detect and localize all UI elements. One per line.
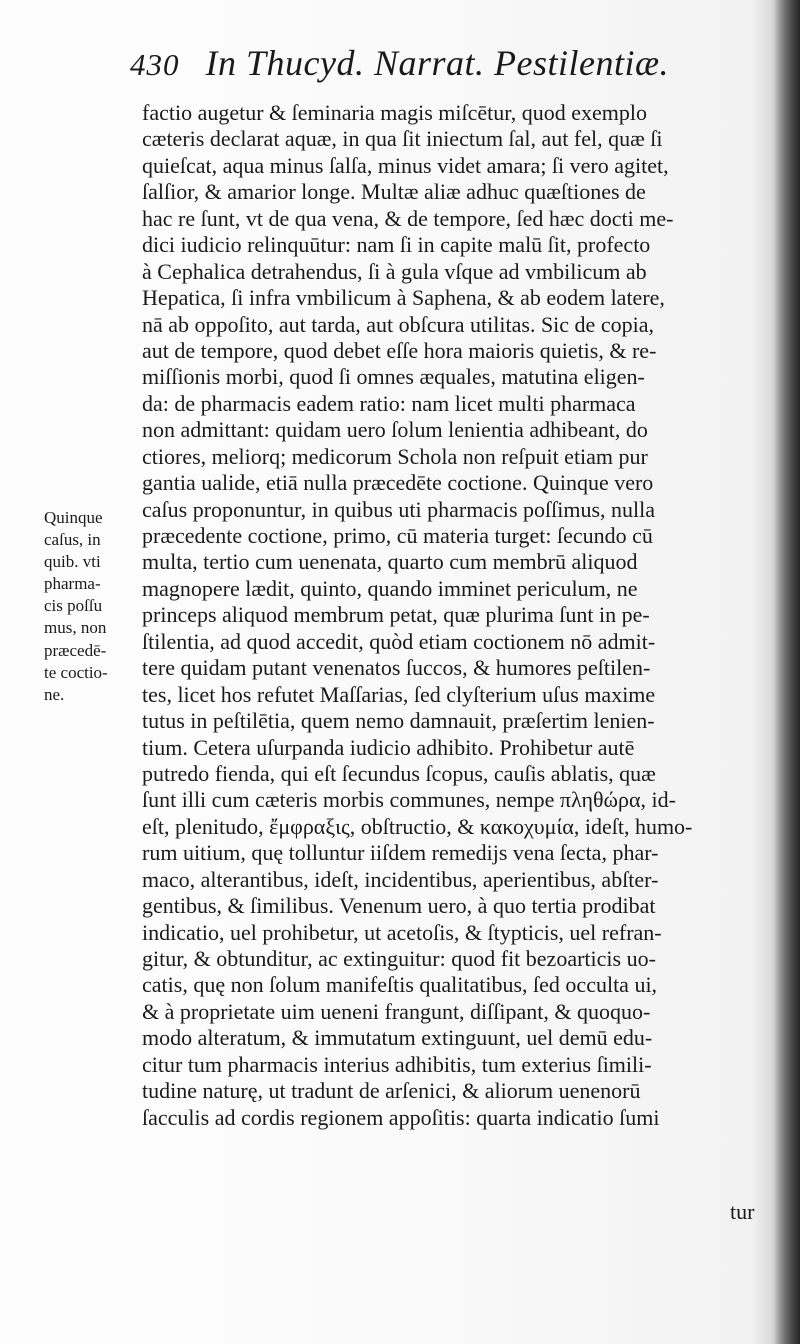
marginal-note-line: quib. vti <box>44 552 101 572</box>
text-line: nā ab oppoſito, aut tarda, aut obſcura utilitas. Sic de copia, <box>142 311 654 337</box>
marginal-note-line: ne. <box>44 684 65 704</box>
marginal-note-line: mus, non <box>44 618 107 638</box>
text-line: miſſionis morbi, quod ſi omnes æquales, matutina eligen- <box>142 364 645 390</box>
text-line: multa, tertio cum uenenata, quarto cum membrū aliquod <box>142 549 638 575</box>
main-text-block <box>142 100 772 1131</box>
text-line: ſacculis ad cordis regionem appoſitis: quarta indicatio ſumi <box>142 1104 660 1130</box>
text-line: quieſcat, aqua minus ſalſa, minus videt amara; ſi vero agitet, <box>142 152 669 178</box>
text-line: gantia ualide, etiā nulla præcedēte coctione. Quinque vero <box>142 470 654 496</box>
text-line: dici iudicio relinquūtur: nam ſi in capite malū ſit, profecto <box>142 232 651 258</box>
text-line: eſt, plenitudo, ἔμφραξις, obſtructio, & κακοχυμία, ideſt, humo- <box>142 813 693 839</box>
text-line: Hepatica, ſi infra vmbilicum à Saphena, & ab eodem latere, <box>142 285 665 311</box>
page-number: 430 <box>130 47 180 82</box>
text-line: non admittant: quidam uero ſolum lenientia adhibeant, do <box>142 417 648 443</box>
marginal-note-line: caſus, in <box>44 530 101 550</box>
marginal-note-line: præcedē- <box>44 640 107 660</box>
text-line: tere quidam putant venenatos ſuccos, & humores peſtilen- <box>142 655 651 681</box>
text-line: ſtilentia, ad quod accedit, quòd etiam coctionem nō admit- <box>142 628 656 654</box>
text-line: princeps aliquod membrum petat, quæ plurima ſunt in pe- <box>142 602 650 628</box>
text-line: & à proprietate uim ueneni frangunt, diſſipant, & quoquo- <box>142 998 651 1024</box>
text-line: da: de pharmacis eadem ratio: nam licet multi pharmaca <box>142 390 636 416</box>
text-line: catis, quę non ſolum manifeſtis qualitatibus, ſed occulta ui, <box>142 972 658 998</box>
text-line: præcedente coctione, primo, cū materia turget: ſecundo cū <box>142 523 653 548</box>
page-edge-shadow <box>774 0 800 1344</box>
page-header <box>130 42 730 96</box>
text-line: rum uitium, quę tolluntur iiſdem remedijs vena ſecta, phar- <box>142 840 659 866</box>
marginal-note-line: Quinque <box>44 508 103 527</box>
marginal-note-line: pharma- <box>44 574 101 594</box>
text-line: gitur, & obtunditur, ac extinguitur: quod fit bezoarticis uo- <box>142 946 656 971</box>
text-line: tium. Cetera uſurpanda iudicio adhibito. Prohibetur autē <box>142 734 635 760</box>
marginal-note <box>44 507 136 706</box>
running-title: In Thucyd. Narrat. Pestilentiæ. <box>205 43 669 83</box>
marginal-note-line: cis poſſu <box>44 596 103 616</box>
text-line: maco, alterantibus, ideſt, incidentibus, aperientibus, abſter- <box>142 866 659 892</box>
text-line: tes, licet hos refutet Maſſarias, ſed clyſterium uſus maxime <box>142 681 656 707</box>
catchword: tur <box>730 1199 755 1224</box>
text-line: aut de tempore, quod debet eſſe hora maioris quietis, & re- <box>142 337 657 363</box>
text-line: cæteris declarat aquæ, in qua ſit iniectum ſal, aut fel, quæ ſi <box>142 126 663 152</box>
text-line: ſunt illi cum cæteris morbis communes, nempe πληθώρα, id- <box>142 787 676 813</box>
text-line: magnopere lædit, quinto, quando imminet periculum, ne <box>142 575 638 601</box>
text-line: hac re ſunt, vt de qua vena, & de tempore, ſed hæc docti me- <box>142 205 674 231</box>
text-line: indicatio, uel prohibetur, ut acetoſis, & ſtypticis, uel refran- <box>142 919 662 945</box>
text-line: citur tum pharmacis interius adhibitis, tum exterius ſimili- <box>142 1051 652 1077</box>
text-line: tudine naturę, ut tradunt de arſenici, & aliorum uenenorū <box>142 1078 641 1104</box>
text-line: ſalſior, & amarior longe. Multæ aliæ adhuc quæſtiones de <box>142 179 646 205</box>
text-line: caſus proponuntur, in quibus uti pharmacis poſſimus, nulla <box>142 496 656 522</box>
text-line: putredo fienda, qui eſt ſecundus ſcopus, cauſis ablatis, quæ <box>142 760 656 786</box>
text-line: factio augetur & ſeminaria magis miſcētur, quod exemplo <box>142 100 647 125</box>
text-line: à Cephalica detrahendus, ſi à gula vſque ad vmbilicum ab <box>142 258 647 284</box>
text-line: ctiores, meliorq; medicorum Schola non reſpuit etiam pur <box>142 443 648 469</box>
text-line: tutus in peſtilētia, quem nemo damnauit, præſertim lenien- <box>142 708 655 734</box>
text-line: modo alteratum, & immutatum extinguunt, uel demū edu- <box>142 1025 653 1051</box>
marginal-note-line: te coctio- <box>44 662 108 682</box>
text-line: gentibus, & ſimilibus. Venenum uero, à quo tertia prodibat <box>142 893 656 919</box>
